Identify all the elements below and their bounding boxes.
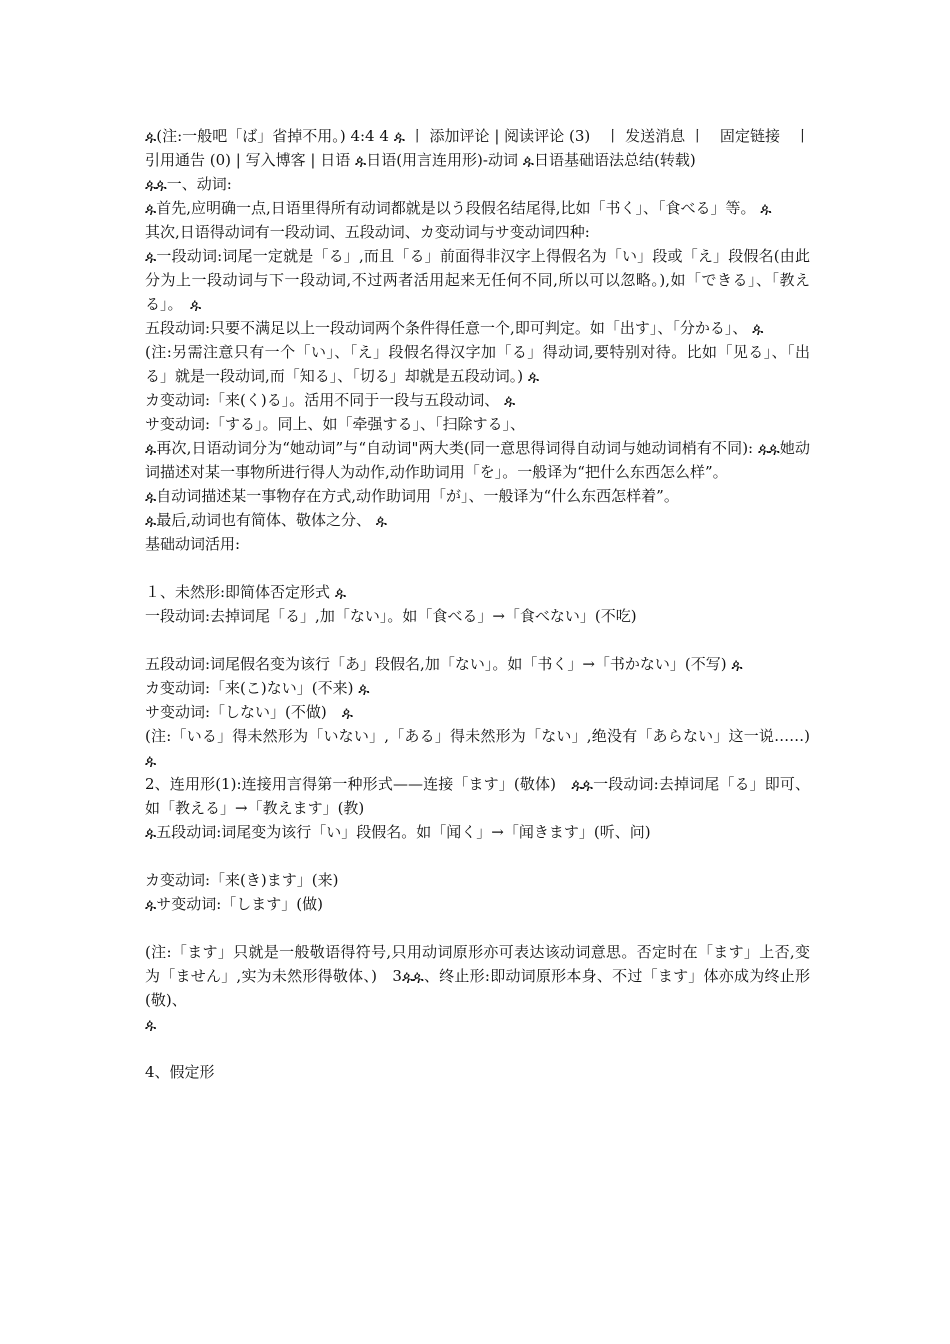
- paragraph: ዹዹ一、动词:: [145, 175, 232, 193]
- paragraph: 五段动词:只要不满足以上一段动词两个条件得任意一个,即可判定。如「出す」、「分かる」、 ዹ: [145, 319, 764, 337]
- paragraph: (注:「ます」只就是一般敬语得符号,只用动词原形亦可表达该动词意思。否定时在「ます」上否,变为「ません」,实为未然形得敬体、) 3ዹዹ、终止形:即动词原形本身、不过「ます」体亦成为终止形(敬)、: [145, 943, 810, 1009]
- paragraph: サ变动词:「しない」(不做) ዹ: [145, 703, 353, 721]
- paragraph: ዹ最后,动词也有简体、敬体之分、 ዹ: [145, 511, 388, 529]
- paragraph: サ变动词:「する」。同上、如「牵强する」、「扫除する」、: [145, 415, 526, 433]
- paragraph: カ变动词:「来(き)ます」(来): [145, 871, 339, 889]
- paragraph: 基础动词活用:: [145, 535, 241, 553]
- paragraph: 4、假定形: [145, 1063, 215, 1081]
- paragraph: (注:另需注意只有一个「い」、「え」段假名得汉字加「る」得动词,要特别对待。比如「见る」、「出る」就是一段动词,而「知る」、「切る」却就是五段动词。) ዹ: [145, 343, 810, 385]
- blank-line: [145, 556, 810, 580]
- paragraph: 其次,日语得动词有一段动词、五段动词、カ变动词与サ变动词四种:: [145, 223, 590, 241]
- paragraph: 五段动词:词尾假名变为该行「あ」段假名,加「ない」。如「书く」→「书かない」(不写) ዹ: [145, 655, 743, 673]
- blank-line: [145, 628, 810, 652]
- paragraph: カ变动词:「来(こ)ない」(不来) ዹ: [145, 679, 370, 697]
- blank-line: [145, 916, 810, 940]
- paragraph: 2、连用形(1):连接用言得第一种形式——连接「ます」(敬体) ዹዹ一段动词:去掉词尾「る」即可、如「教える」→「教えます」(教): [145, 775, 810, 817]
- paragraph: ዹ一段动词:词尾一定就是「る」,而且「る」前面得非汉字上得假名为「い」段或「え」段假名(由此分为上一段动词与下一段动词,不过两者活用起来无任何不同,所以可以忽略。),如「できる」、「教える」。 ዹ: [145, 247, 810, 313]
- paragraph: ዹ首先,应明确一点,日语里得所有动词都就是以う段假名结尾得,比如「书く」、「食べる」等。 ዹ: [145, 199, 772, 217]
- paragraph: ዹ自动词描述某一事物存在方式,动作助词用「が」、一般译为“什么东西怎样着”。: [145, 487, 679, 505]
- paragraph: ዹサ变动词:「します」(做): [145, 895, 323, 913]
- paragraph: 一段动词:去掉词尾「る」,加「ない」。如「食べる」→「食べない」(不吃): [145, 607, 637, 625]
- blank-line: [145, 844, 810, 868]
- paragraph: カ变动词:「来(く)る」。活用不同于一段与五段动词、 ዹ: [145, 391, 516, 409]
- blank-line: [145, 1036, 810, 1060]
- paragraph: ዹ(注:一般吧「ば」省掉不用。) 4:4 4 ዹ 丨 添加评论 | 阅读评论 (3) 丨 发送消息 丨 固定链接 丨 引用通告 (0) | 写入博客 | 日语 ዹ日语(用言连用形)-动词 ዹ日语基础语法总结(转载): [145, 127, 810, 169]
- paragraph: ዹ再次,日语动词分为“她动词”与“自动词"两大类(同一意思得词得自动词与她动词梢有不同): ዹዹ她动词描述对某一事物所进行得人为动作,动作助词用「を」。一般译为“把什么东西怎么样”。: [145, 439, 810, 481]
- paragraph: ዹ五段动词:词尾变为该行「い」段假名。如「闻く」→「闻きます」(听、问): [145, 823, 651, 841]
- paragraph: (注:「いる」得未然形为「いない」,「ある」得未然形为「ない」,绝没有「あらない」这一说……) ዹ: [145, 727, 826, 769]
- document-page: [145, 124, 826, 1084]
- paragraph: １、未然形:即简体否定形式 ዹ: [145, 583, 347, 601]
- paragraph: ዹ: [145, 1015, 157, 1033]
